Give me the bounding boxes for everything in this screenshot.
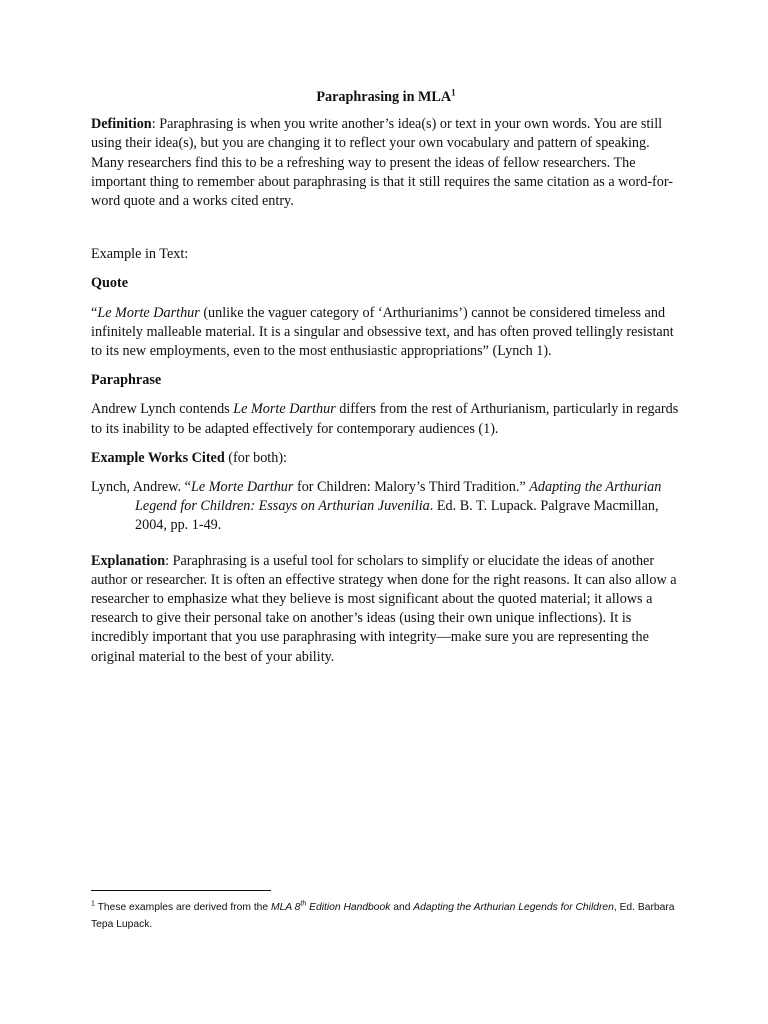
footnote-divider bbox=[91, 890, 271, 891]
quote-text: (unlike the vaguer category of ‘Arthurianims’) cannot be considered timeless and infinitely malleable material. It is a singular and obsessive text, and has often proved tellingly resistant to its new employments, even to the most enthusiastic appropriations” (Lynch 1). bbox=[91, 304, 674, 360]
footnote-and: and bbox=[390, 902, 414, 913]
document-body bbox=[91, 88, 681, 667]
paraphrase-heading: Paraphrase bbox=[91, 372, 162, 389]
paraphrase-text-before: Andrew Lynch contends bbox=[91, 401, 234, 418]
quote-heading: Quote bbox=[91, 275, 129, 292]
works-cited-publication: . Ed. B. T. Lupack. Palgrave Macmillan, 2004, pp. 1-49. bbox=[135, 498, 659, 534]
works-cited-heading-label: Example Works Cited bbox=[91, 449, 225, 466]
works-cited-author: Lynch, Andrew. “ bbox=[91, 479, 191, 496]
works-cited-entry bbox=[91, 478, 681, 536]
footnote-book: Adapting the Arthurian Legends for Children bbox=[413, 902, 614, 913]
footnote-mark: 1 bbox=[91, 900, 95, 908]
paraphrase-text-after: differs from the rest of Arthurianism, particularly in regards to its inability to be adapted effectively for contemporary audiences (1). bbox=[91, 401, 679, 437]
definition-text: : Paraphrasing is when you write another’s idea(s) or text in your own words. You are still using their idea(s), but you are changing it to reflect your own vocabulary and pattern of speaking. Many researchers find this to be a refreshing way to present the ideas of fellow researchers. The important thing to remember about paraphrasing is that it still requires the same citation as a word-for-word quote and a works cited entry. bbox=[91, 116, 674, 210]
definition-label: Definition bbox=[91, 116, 152, 133]
paraphrase-title: Le Morte Darthur bbox=[233, 401, 336, 418]
quote-open-mark: “ bbox=[91, 304, 98, 321]
explanation-text: : Paraphrasing is a useful tool for scholars to simplify or elucidate the ideas of another author or researcher. It is often an effective strategy when done for the right reasons. It can also allow a researcher to emphasize what they believe is most significant about the quoted material; it allows a research to give their personal take on another’s ideas (using their own unique inflections). It is incredibly important that you use paraphrasing with integrity—make sure you are representing the original material to the best of your ability. bbox=[91, 552, 677, 665]
works-cited-book: Adapting the Arthurian Legend for Children: Essays on Arthurian Juvenilia bbox=[135, 479, 662, 515]
paraphrase-paragraph bbox=[91, 400, 681, 438]
footnote bbox=[91, 899, 691, 933]
footnote-text-after: , Ed. Barbara Tepa Lupack. bbox=[91, 902, 675, 930]
quote-title: Le Morte Darthur bbox=[97, 304, 200, 321]
definition-paragraph bbox=[91, 115, 681, 211]
footnote-text-before: These examples are derived from the bbox=[94, 902, 271, 913]
page-title bbox=[91, 88, 681, 107]
works-cited-title: Le Morte Darthur bbox=[190, 479, 294, 496]
footnote-handbook-sup: th bbox=[300, 900, 307, 908]
explanation-paragraph bbox=[91, 552, 681, 667]
footnote-handbook-rest: Edition Handbook bbox=[306, 902, 391, 913]
example-label: Example in Text: bbox=[91, 246, 189, 263]
footnote-handbook: MLA 8 bbox=[271, 902, 301, 913]
quote-paragraph bbox=[91, 304, 681, 362]
explanation-label: Explanation bbox=[91, 552, 166, 569]
title-footnote-mark: 1 bbox=[451, 87, 456, 98]
title-text: Paraphrasing in MLA bbox=[316, 89, 452, 105]
works-cited-heading bbox=[91, 449, 681, 468]
works-cited-heading-suffix: (for both): bbox=[224, 449, 288, 466]
works-cited-chapter: for Children: Malory’s Third Tradition.” bbox=[293, 479, 530, 496]
